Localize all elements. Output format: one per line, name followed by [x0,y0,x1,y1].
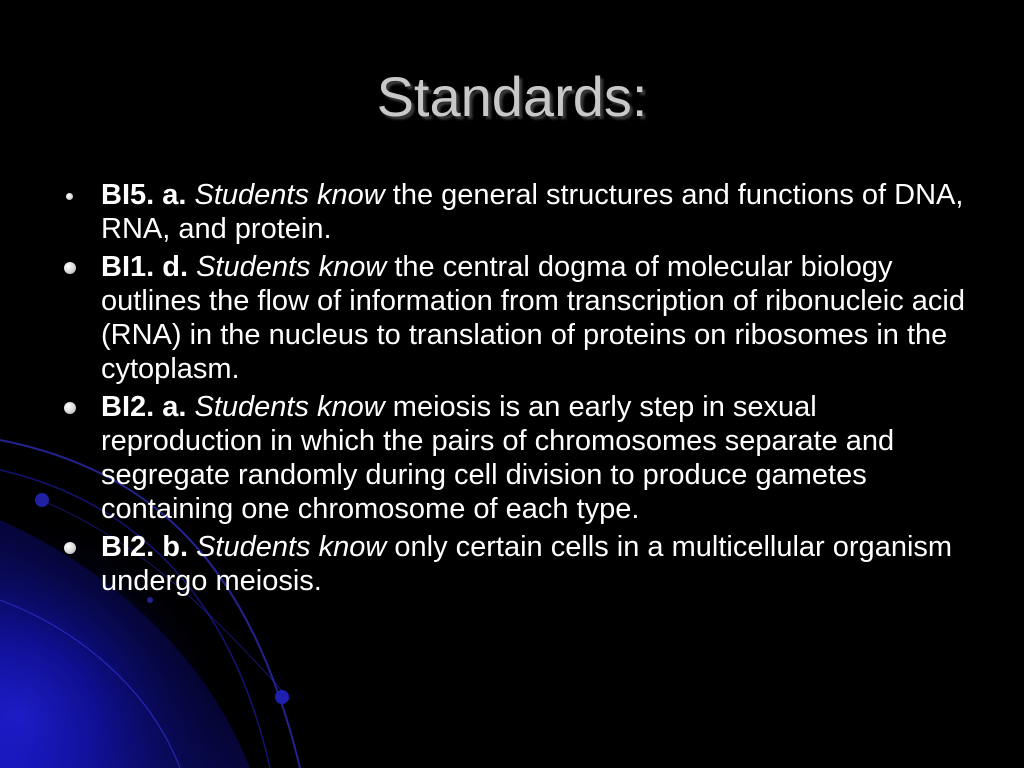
standard-lead: Students know [194,179,385,211]
bullet-dot-icon [64,402,76,414]
standard-code: BI5. a. [101,179,187,211]
standard-code: BI2. b. [101,531,189,563]
list-item [60,178,970,246]
standard-text: the general structures and functions of DNA, RNA, and protein. [101,179,964,245]
bullet-dot-icon [64,262,76,274]
standards-list [60,178,970,602]
standard-code: BI2. a. [101,391,187,423]
list-item [60,250,970,386]
bullet-dot-icon [66,193,73,200]
standard-text: meiosis is an early step in sexual reproduction in which the pairs of chromosomes separate and segregate randomly during cell division to produce gametes containing one chromosome of each type. [101,391,895,525]
bullet-dot-icon [64,542,76,554]
list-item [60,530,970,598]
standard-lead: Students know [196,251,387,283]
standard-code: BI1. d. [101,251,189,283]
standard-text: the central dogma of molecular biology outlines the flow of information from transcription of ribonucleic acid (RNA) in the nucleus to translation of proteins on ribosomes in the cytoplasm. [101,251,965,385]
standard-text: only certain cells in a multicellular organism undergo meiosis. [101,531,953,597]
standard-lead: Students know [194,391,385,423]
standard-lead: Students know [196,531,387,563]
slide-title: Standards: [376,65,648,128]
list-item [60,390,970,526]
